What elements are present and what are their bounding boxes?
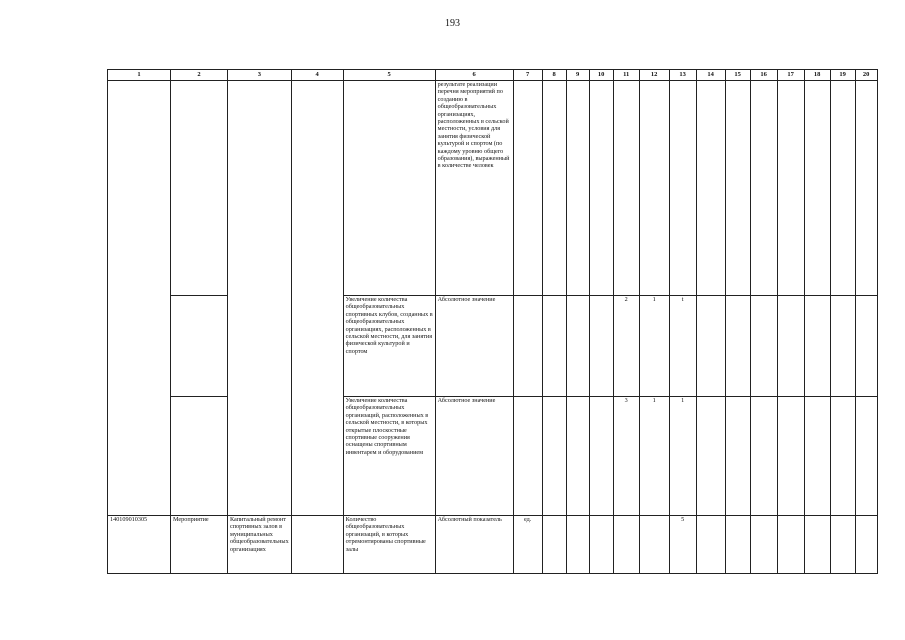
indicator-type-cell: Абсолютное значение <box>435 397 513 516</box>
indicator-type-cell: Абсолютное значение <box>435 296 513 397</box>
type-cell: Мероприятие <box>171 516 228 574</box>
header-cell: 1 <box>108 70 171 81</box>
header-cell: 17 <box>777 70 804 81</box>
header-cell: 9 <box>566 70 589 81</box>
header-cell: 15 <box>725 70 750 81</box>
indicator-cell: результате реализации перечня мероприятий по созданию в общеобразовательных организациях, расположенных в сельской местности, условия для занятия физической культурой и спортом (по каждому уровню общего образования), выраженный в количестве человек <box>435 81 513 296</box>
header-cell: 12 <box>639 70 669 81</box>
header-cell: 20 <box>855 70 877 81</box>
table-row <box>108 397 878 516</box>
activity-cell <box>228 81 292 516</box>
table-row <box>108 516 878 574</box>
indicator-name-cell: Увеличение количества общеобразовательных организаций, расположенных в сельской местности, в которых открытые плоскостные спортивные сооружения оснащены спортивным инвентарем и оборудованием <box>343 397 435 516</box>
unit-cell: ед. <box>513 516 542 574</box>
header-cell: 16 <box>750 70 777 81</box>
value-cell: t <box>669 296 696 397</box>
header-cell: 18 <box>804 70 830 81</box>
indicator-type-cell: Абсолютный показатель <box>435 516 513 574</box>
indicator-name-cell: Увеличение количества общеобразовательных спортивных клубов, созданных в общеобразовательных организациях, расположенных в сельской местности, для занятия физической культурой и спортом <box>343 296 435 397</box>
indicators-table <box>107 69 878 574</box>
table-row <box>108 296 878 397</box>
header-cell: 4 <box>291 70 343 81</box>
header-cell: 7 <box>513 70 542 81</box>
header-cell: 2 <box>171 70 228 81</box>
code-cell: 140109010305 <box>108 516 171 574</box>
header-cell: 13 <box>669 70 696 81</box>
value-cell: 5 <box>669 516 696 574</box>
header-cell: 8 <box>542 70 566 81</box>
page-number: 193 <box>445 18 460 29</box>
header-row <box>108 70 878 81</box>
header-cell: 10 <box>589 70 613 81</box>
value-cell: 2 <box>613 296 639 397</box>
value-cell: 1 <box>639 296 669 397</box>
header-cell: 19 <box>830 70 855 81</box>
value-cell: 1 <box>669 397 696 516</box>
indicator-name-cell: Количество общеобразовательных организаций, в которых отремонтированы спортивные залы <box>343 516 435 574</box>
code-cell <box>108 81 171 516</box>
value-cell: 3 <box>613 397 639 516</box>
header-cell: 6 <box>435 70 513 81</box>
header-cell: 3 <box>228 70 292 81</box>
table-row <box>108 81 878 296</box>
header-cell: 5 <box>343 70 435 81</box>
value-cell: 1 <box>639 397 669 516</box>
activity-cell: Капитальный ремонт спортивных залов в муниципальных общеобразовательных организациях <box>228 516 292 574</box>
header-cell: 14 <box>696 70 725 81</box>
header-cell: 11 <box>613 70 639 81</box>
